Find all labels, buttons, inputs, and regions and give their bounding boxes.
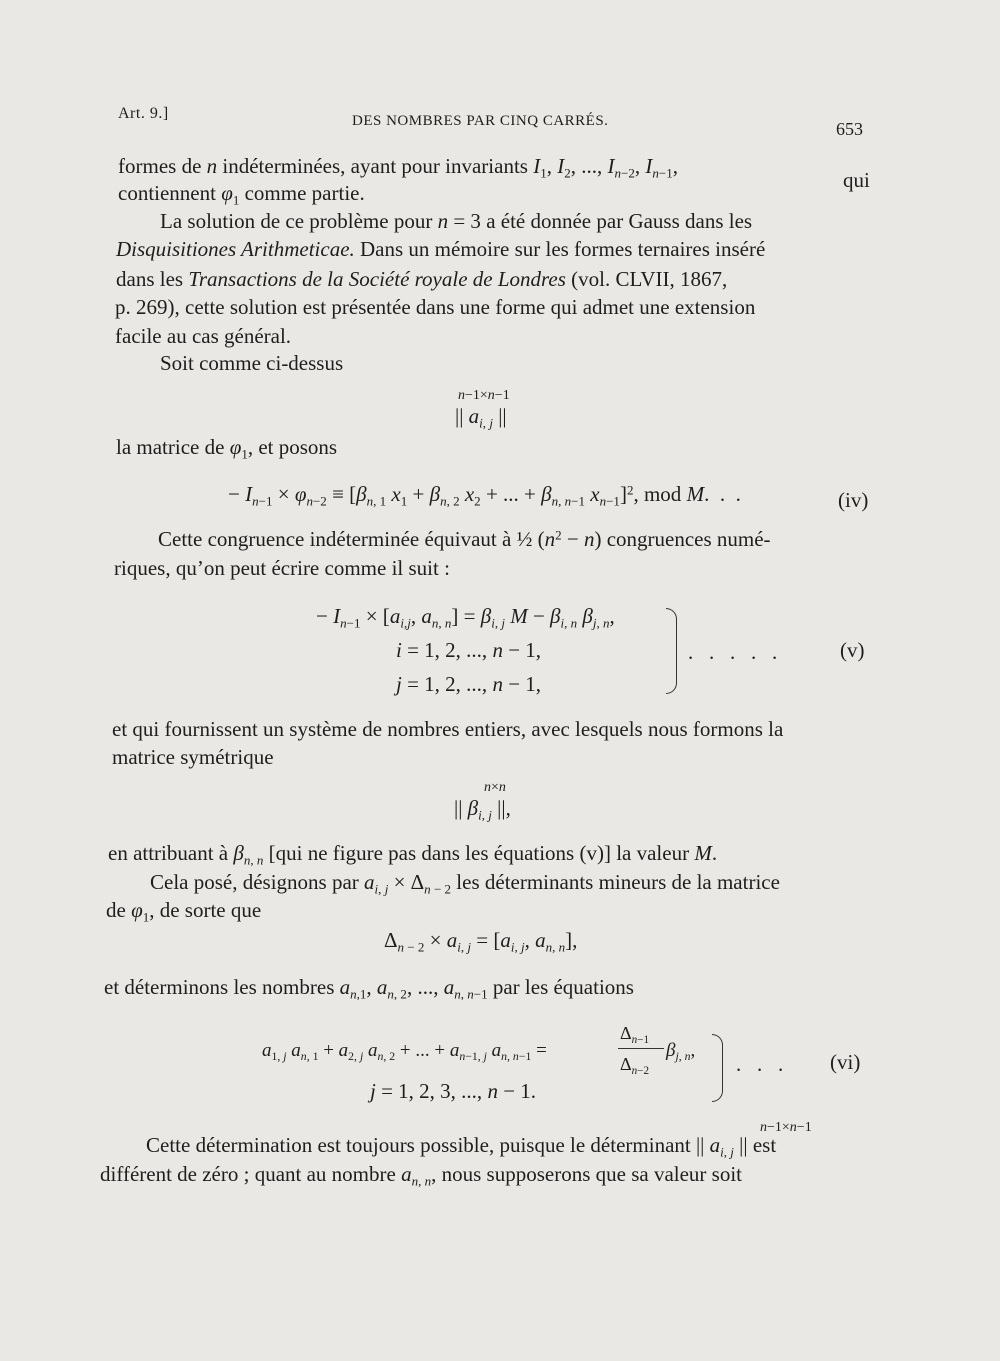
text-line-11: riques, qu’on peut écrire comme il suit : — [114, 556, 450, 580]
matrix-beta-ij: || $\beta_{i, j}$ ||, — [454, 796, 511, 823]
text-line-12: et qui fournissent un système de nombres entiers, avec lesquels nous formons la — [112, 717, 784, 741]
fraction-bar — [618, 1048, 664, 1049]
text-line-1: formes de n indéterminées, ayant pour invariants $I_1$, $I_2$, ..., $I_{n-2}$, $I_{n-1}$, — [118, 154, 678, 181]
text-line-18: Cette détermination est toujours possible, puisque le déterminant || $a_{i, j}$ || est — [146, 1133, 777, 1160]
equation-iv-label: (iv) — [838, 488, 869, 512]
equation-v-label: (v) — [840, 638, 865, 662]
matrix-dimension-2: n−1×n−1 — [760, 1120, 812, 1135]
text-line-19: différent de zéro ; quant au nombre $a_{n, n}$, nous supposerons que sa valeur soit — [100, 1162, 743, 1189]
equation-v-dots: . . . . . — [688, 640, 778, 664]
fraction-numerator: $\Delta_{n-1}$ — [620, 1023, 650, 1046]
text-line-13: matrice symétrique — [112, 745, 274, 769]
text-line-1-end: qui — [843, 168, 870, 192]
header-running-title: DES NOMBRES PAR CINQ CARRÉS. — [352, 113, 609, 129]
text-line-5: dans les Transactions de la Société royale de Londres (vol. CLVII, 1867, — [116, 267, 728, 291]
text-line-17: et déterminons les nombres $a_{n,1}$, $a_{n, 2}$, ..., $a_{n, n-1}$ par les équations — [104, 975, 634, 1002]
equation-vi-line-1: $a_{1, j}$ $a_{n, 1} + a_{2, j}$ $a_{n, 2}$ + ... + $a_{n-1, j}$ $a_{n, n-1}$ = — [262, 1040, 547, 1064]
equation-v-line-2: i = 1, 2, ..., n − 1, — [396, 638, 542, 662]
equation-vi-label: (vi) — [830, 1050, 861, 1074]
equation-vi-brace — [712, 1034, 723, 1102]
text-line-3: La solution de ce problème pour n = 3 a été donnée par Gauss dans les — [160, 209, 753, 233]
matrix-beta-dimension: n×n — [484, 780, 506, 795]
matrix-a-ij: || $a_{i, j}$ || — [455, 404, 507, 431]
page-number: 653 — [836, 119, 863, 139]
equation-v-line-3: j = 1, 2, ..., n − 1, — [396, 672, 542, 696]
equation-vi-rhs: $\beta_{j, n}$, — [666, 1040, 696, 1064]
text-line-16: de $\varphi_1$, de sorte que — [106, 898, 262, 925]
equation-v-brace — [666, 608, 677, 694]
fraction-denominator: $\Delta_{n-2}$ — [620, 1054, 650, 1077]
matrix-dimension: n−1×n−1 — [458, 388, 510, 403]
equation-vi-dots: . . . — [736, 1052, 784, 1076]
equation-iv: − $I_{n-1} \times \varphi_{n-2} \equiv [\beta_{n, 1}$ $x_1 + \beta_{n, 2}$ $x_2$ + ... + $\beta_{n, n-1}$ $x_{n-1}]^2$, mod M. . . — [228, 482, 741, 509]
text-line-15: Cela posé, désignons par $a_{i, j} \times \Delta_{n - 2}$ les déterminants mineurs de la matrice — [150, 870, 780, 897]
text-line-4: Disquisitiones Arithmeticae. Dans un mémoire sur les formes ternaires inséré — [116, 237, 766, 261]
header-section-label: Art. 9.] — [118, 105, 169, 122]
text-line-14: en attribuant à $\beta_{n, n}$ [qui ne figure pas dans les équations (v)] la valeur M. — [108, 841, 718, 868]
text-line-8: Soit comme ci-dessus — [160, 351, 344, 375]
equation-v-line-1: − $I_{n-1} \times [a_{i,j}$, $a_{n, n}] = \beta_{i, j}$ $M - \beta_{i, n}$ $\beta_{j, n}$, — [316, 604, 615, 631]
equation-delta: $\Delta_{n - 2} \times a_{i, j} = [a_{i, j}$, $a_{n, n}$], — [384, 928, 578, 955]
text-line-10: Cette congruence indéterminée équivaut à ½ $(n^2 - n)$ congruences numé- — [158, 527, 771, 551]
equation-vi-line-2: j = 1, 2, 3, ..., n − 1. — [370, 1079, 537, 1103]
text-line-2: contiennent $\varphi_1$ comme partie. — [118, 181, 365, 208]
text-line-9: la matrice de $\varphi_1$, et posons — [116, 435, 338, 462]
text-line-6: p. 269), cette solution est présentée dans une forme qui admet une extension — [115, 295, 756, 319]
text-line-7: facile au cas général. — [115, 324, 292, 348]
